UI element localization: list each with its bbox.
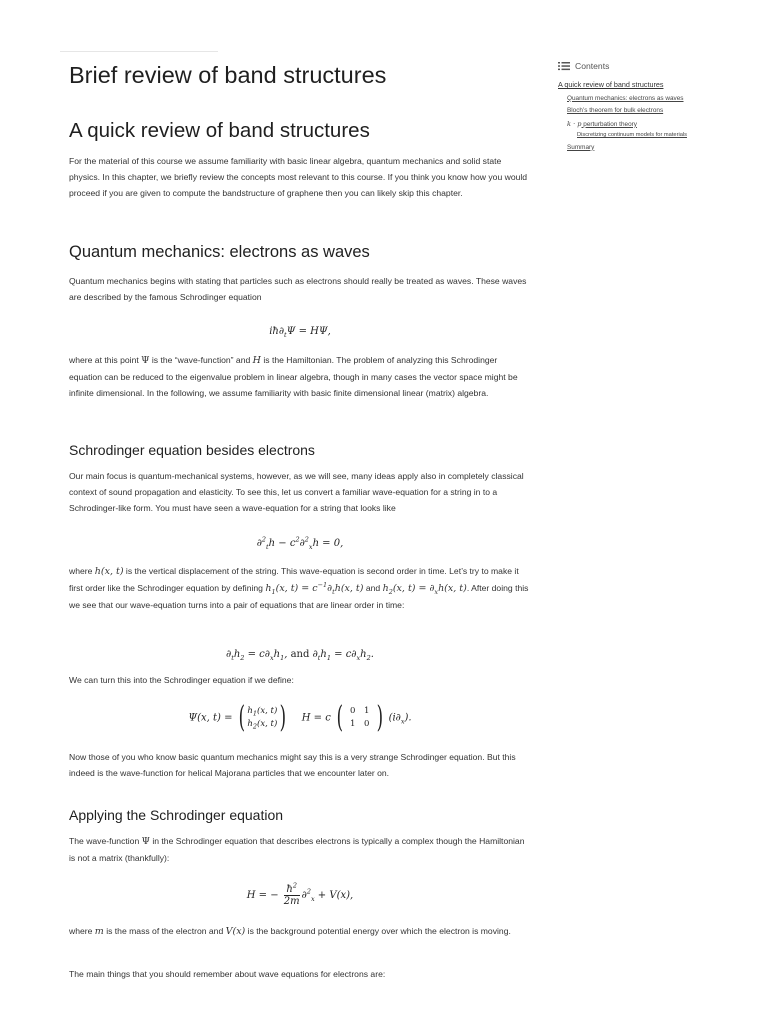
page-title: Brief review of band structures xyxy=(69,62,387,88)
string-wave-equation: $\partial^2_th - c^2\partial^2_xh = 0$, xyxy=(256,535,344,551)
qm-paragraph-2: where at this point Ψ is the “wave-function” and H is the Hamiltonian. The problem of analyzing this Schrodinger equation can be reduced to the eigenvalue problem in linear algebra, though in many cases the vector space might be infinite dimensional. In the following, we assume familiarity with basic finite dimensional linear (matrix) algebra. xyxy=(69,355,518,398)
sbe-paragraph-3: We can turn this into the Schrodinger equation if we define: xyxy=(69,675,294,685)
toc-link-summary[interactable]: Summary xyxy=(567,143,595,151)
toc-header xyxy=(558,58,758,74)
qm-paragraph-1: Quantum mechanics begins with stating that particles such as electrons should really be treated as waves. These waves are described by the famous Schrodinger equation xyxy=(69,276,527,302)
toc-link-kp-theory[interactable] xyxy=(567,120,758,128)
sbe-paragraph-1: Our main focus is quantum-mechanical systems, however, as we will see, many ideas apply also in completely classical context of sound propagation and elasticity. To see this, let us convert a familiar wave-equation for a string in to a Schrodinger-like form. You must have seen a wave-equation for a string that looks like xyxy=(69,471,524,513)
table-of-contents xyxy=(558,58,758,151)
wavefunction-hamiltonian-equation: Ψ(x, t) = ( $h_1(x$, t) $h_2(x$, t)) H = c ( 0 1 1 0 ) $(i\partial_x)$. xyxy=(188,700,412,735)
section-title: A quick review of band structures xyxy=(69,119,370,142)
kp-symbol: k · p xyxy=(567,119,582,128)
apply-paragraph-1: The wave-function Ψ in the Schrodinger equation that describes electrons is typically a complex though the Hamiltonian is not a matrix (thankfully): xyxy=(69,836,525,863)
sbe-paragraph-4: Now those of you who know basic quantum mechanics might say this is a very strange Schrodinger equation. But this indeed is the wave-function for helical Majorana particles that we encounter later on. xyxy=(69,752,516,778)
toc-link-discretizing[interactable]: Discretizing continuum models for materials xyxy=(577,132,687,138)
first-order-equations: $\partial_th_2 = c\partial_xh_1$, and $\partial_th_1 = c\partial_xh_2$. xyxy=(226,649,374,662)
apply-heading: Applying the Schrodinger equation xyxy=(69,807,284,823)
top-divider xyxy=(60,51,218,52)
toc-link-quick-review[interactable]: A quick review of band structures xyxy=(558,80,664,89)
sbe-paragraph-2: where h(x, t) is the vertical displacement of the string. This wave-equation is second order in time. Let’s try to make it first order like the Schrodinger equation by defining $h_1(x$, $t) = c^{-1}\partial_th(x$, t) and $h_2(x$, $t) = \partial_xh(x$, t). After doing this we see that our wave-equation turns into a pair of equations that are linear order in time: xyxy=(69,566,529,610)
kp-link-label: perturbation theory xyxy=(583,120,637,128)
sbe-heading: Schrodinger equation besides electrons xyxy=(69,442,315,458)
toc-link-quantum-mechanics[interactable]: Quantum mechanics: electrons as waves xyxy=(567,94,684,102)
list-icon xyxy=(558,61,570,71)
toc-link-blochs-theorem[interactable]: Bloch’s theorem for bulk electrons xyxy=(567,107,664,114)
apply-paragraph-3: The main things that you should remember about wave equations for electrons are: xyxy=(69,969,386,979)
qm-heading: Quantum mechanics: electrons as waves xyxy=(69,243,370,261)
schrodinger-equation: $iħ\partial_t\Psi = H\Psi$, xyxy=(269,326,331,339)
electron-hamiltonian-equation: H = − $\frac{ħ^2}{2m}$ ∂$^2_x$ + V(x), xyxy=(246,881,354,907)
apply-paragraph-2: where m is the mass of the electron and V(x) is the background potential energy over which the electron is moving. xyxy=(69,926,511,937)
toc-label: Contents xyxy=(575,61,610,71)
intro-paragraph: For the material of this course we assume familiarity with basic linear algebra, quantum mechanics and solid state physics. In this chapter, we briefly review the concepts most relevant to this course. If you think you know how you would proceed if you are given to compute the bandstructure of graphene then you can likely skip this chapter. xyxy=(69,156,528,198)
